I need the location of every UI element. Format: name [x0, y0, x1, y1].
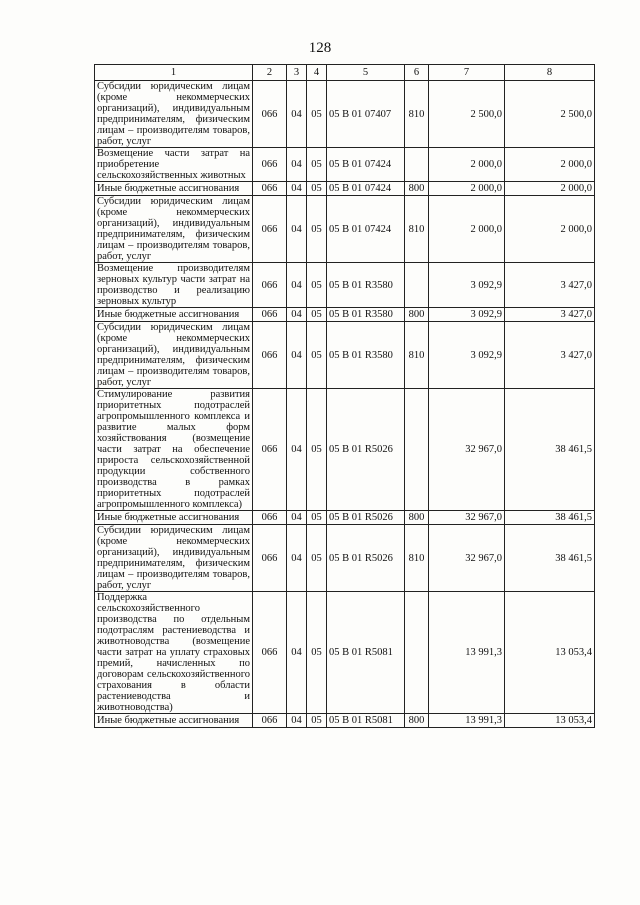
header-col-8: 8 [505, 65, 595, 81]
row-target-article: 05 В 01 R5026 [327, 511, 405, 525]
row-expense-type [405, 389, 429, 511]
row-name: Субсидии юридическим лицам (кроме некоммерческих организаций), индивидуальным предпринимателям, физическим лицам – производителям товаров, работ, услуг [95, 81, 253, 148]
row-expense-type [405, 148, 429, 182]
table-row [95, 714, 595, 728]
row-name: Стимулирование развития приоритетных подотраслей агропромышленного комплекса и развитие малых форм хозяйствования (возмещение части затрат на обеспечение прироста сельскохозяйственной продукции собственного производства в рамках приоритетных подотраслей агропромышленного комплекса) [95, 389, 253, 511]
row-amount-1: 2 000,0 [429, 148, 505, 182]
row-subsection: 05 [307, 182, 327, 196]
row-amount-2: 38 461,5 [505, 389, 595, 511]
row-target-article: 05 В 01 07407 [327, 81, 405, 148]
row-target-article: 05 В 01 R3580 [327, 322, 405, 389]
row-name: Иные бюджетные ассигнования [95, 714, 253, 728]
row-expense-type: 810 [405, 81, 429, 148]
row-amount-1: 2 000,0 [429, 182, 505, 196]
row-ministry-code: 066 [253, 182, 287, 196]
header-col-4: 4 [307, 65, 327, 81]
table-row [95, 196, 595, 263]
row-ministry-code: 066 [253, 525, 287, 592]
row-amount-1: 13 991,3 [429, 714, 505, 728]
row-name: Субсидии юридическим лицам (кроме некоммерческих организаций), индивидуальным предпринимателям, физическим лицам – производителям товаров, работ, услуг [95, 196, 253, 263]
row-expense-type: 800 [405, 308, 429, 322]
row-amount-2: 3 427,0 [505, 263, 595, 308]
table-row [95, 592, 595, 714]
row-expense-type: 810 [405, 196, 429, 263]
row-expense-type: 800 [405, 182, 429, 196]
row-amount-2: 2 000,0 [505, 196, 595, 263]
budget-table [94, 64, 595, 728]
table-row [95, 81, 595, 148]
table-row [95, 389, 595, 511]
row-expense-type: 800 [405, 511, 429, 525]
row-section: 04 [287, 592, 307, 714]
row-amount-2: 2 500,0 [505, 81, 595, 148]
row-name: Субсидии юридическим лицам (кроме некоммерческих организаций), индивидуальным предпринимателям, физическим лицам – производителям товаров, работ, услуг [95, 322, 253, 389]
row-target-article: 05 В 01 R5081 [327, 592, 405, 714]
row-name: Возмещение части затрат на приобретение сельскохозяйственных животных [95, 148, 253, 182]
row-subsection: 05 [307, 81, 327, 148]
row-subsection: 05 [307, 308, 327, 322]
row-amount-1: 32 967,0 [429, 511, 505, 525]
row-subsection: 05 [307, 525, 327, 592]
row-amount-2: 38 461,5 [505, 525, 595, 592]
row-subsection: 05 [307, 263, 327, 308]
row-amount-2: 2 000,0 [505, 148, 595, 182]
row-expense-type: 800 [405, 714, 429, 728]
row-target-article: 05 В 01 R3580 [327, 263, 405, 308]
table-row [95, 308, 595, 322]
row-ministry-code: 066 [253, 81, 287, 148]
row-subsection: 05 [307, 389, 327, 511]
row-amount-1: 32 967,0 [429, 525, 505, 592]
row-subsection: 05 [307, 322, 327, 389]
row-expense-type: 810 [405, 525, 429, 592]
row-expense-type: 810 [405, 322, 429, 389]
row-amount-1: 13 991,3 [429, 592, 505, 714]
row-expense-type [405, 592, 429, 714]
row-amount-1: 3 092,9 [429, 308, 505, 322]
row-subsection: 05 [307, 196, 327, 263]
row-subsection: 05 [307, 148, 327, 182]
row-amount-1: 2 500,0 [429, 81, 505, 148]
row-ministry-code: 066 [253, 322, 287, 389]
row-section: 04 [287, 196, 307, 263]
row-section: 04 [287, 148, 307, 182]
row-name: Возмещение производителям зерновых культур части затрат на производство и реализацию зерновых культур [95, 263, 253, 308]
row-name: Субсидии юридическим лицам (кроме некоммерческих организаций), индивидуальным предпринимателям, физическим лицам – производителям товаров, работ, услуг [95, 525, 253, 592]
row-subsection: 05 [307, 592, 327, 714]
row-amount-2: 38 461,5 [505, 511, 595, 525]
row-section: 04 [287, 511, 307, 525]
header-col-6: 6 [405, 65, 429, 81]
row-section: 04 [287, 182, 307, 196]
header-col-3: 3 [287, 65, 307, 81]
header-row [95, 65, 595, 81]
row-target-article: 05 В 01 07424 [327, 182, 405, 196]
row-amount-1: 32 967,0 [429, 389, 505, 511]
row-expense-type [405, 263, 429, 308]
row-amount-1: 3 092,9 [429, 263, 505, 308]
row-ministry-code: 066 [253, 308, 287, 322]
table-row [95, 263, 595, 308]
row-section: 04 [287, 81, 307, 148]
row-amount-2: 3 427,0 [505, 308, 595, 322]
row-target-article: 05 В 01 R3580 [327, 308, 405, 322]
row-amount-1: 2 000,0 [429, 196, 505, 263]
row-name: Иные бюджетные ассигнования [95, 308, 253, 322]
row-name: Иные бюджетные ассигнования [95, 182, 253, 196]
row-amount-1: 3 092,9 [429, 322, 505, 389]
row-target-article: 05 В 01 R5026 [327, 525, 405, 592]
row-subsection: 05 [307, 714, 327, 728]
row-section: 04 [287, 263, 307, 308]
header-col-1: 1 [95, 65, 253, 81]
row-section: 04 [287, 308, 307, 322]
row-target-article: 05 В 01 07424 [327, 148, 405, 182]
row-ministry-code: 066 [253, 511, 287, 525]
row-amount-2: 3 427,0 [505, 322, 595, 389]
row-ministry-code: 066 [253, 148, 287, 182]
header-col-7: 7 [429, 65, 505, 81]
row-target-article: 05 В 01 07424 [327, 196, 405, 263]
row-amount-2: 13 053,4 [505, 592, 595, 714]
table-row [95, 511, 595, 525]
row-ministry-code: 066 [253, 196, 287, 263]
row-amount-2: 2 000,0 [505, 182, 595, 196]
header-col-5: 5 [327, 65, 405, 81]
table-row [95, 182, 595, 196]
row-section: 04 [287, 714, 307, 728]
row-target-article: 05 В 01 R5081 [327, 714, 405, 728]
row-ministry-code: 066 [253, 389, 287, 511]
row-ministry-code: 066 [253, 263, 287, 308]
header-col-2: 2 [253, 65, 287, 81]
row-section: 04 [287, 389, 307, 511]
row-ministry-code: 066 [253, 714, 287, 728]
page-number: 128 [308, 40, 332, 56]
table-row [95, 148, 595, 182]
row-section: 04 [287, 525, 307, 592]
table-row [95, 525, 595, 592]
row-amount-2: 13 053,4 [505, 714, 595, 728]
row-ministry-code: 066 [253, 592, 287, 714]
row-section: 04 [287, 322, 307, 389]
table-row [95, 322, 595, 389]
row-name: Иные бюджетные ассигнования [95, 511, 253, 525]
row-target-article: 05 В 01 R5026 [327, 389, 405, 511]
row-name: Поддержка сельскохозяйственного производства по отдельным подотраслям растениеводства и животноводства (возмещение части затрат на уплату страховых премий, начисленных по договорам сельскохозяйственного страхования в области растениеводства и животноводства) [95, 592, 253, 714]
row-subsection: 05 [307, 511, 327, 525]
